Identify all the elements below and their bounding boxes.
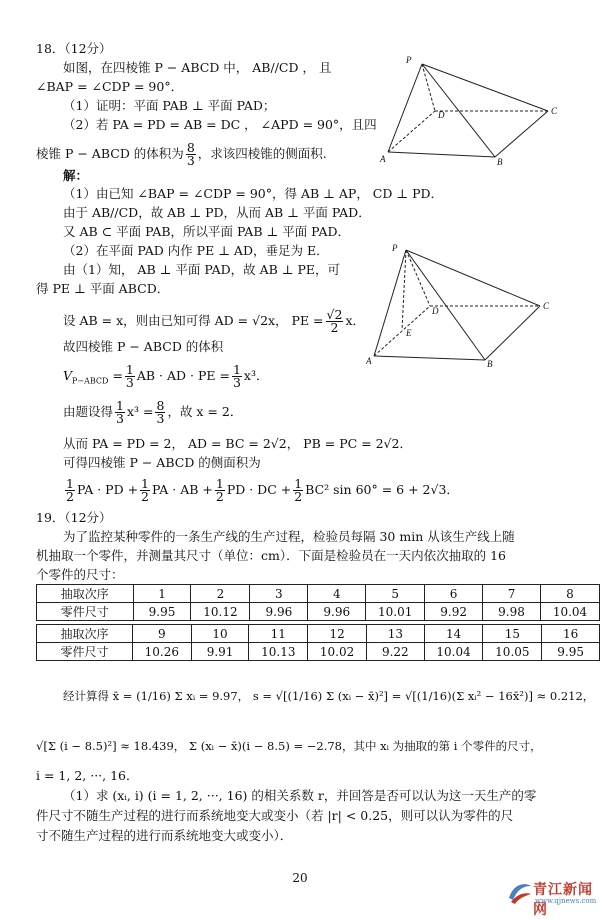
table-cell: 10.13	[249, 643, 308, 661]
pyramid-figure-2	[366, 240, 566, 368]
half-numerator-3: 1	[215, 476, 224, 491]
sol-line-8: 故四棱锥 P − ABCD 的体积	[63, 339, 224, 354]
sol-line-13	[63, 478, 459, 503]
table2-size-header: 零件尺寸	[37, 643, 133, 661]
sol-line-9-mid: AB · AD · PE =	[136, 368, 230, 383]
pe-denominator: 2	[330, 320, 339, 335]
third-numerator: 1	[125, 362, 134, 377]
q18-stem-2: ∠BAP = ∠CDP = 90°．	[36, 79, 184, 94]
table-cell: 10.04	[424, 643, 483, 661]
table-cell: 5	[366, 585, 425, 603]
sol-line-9-eq: =	[108, 368, 123, 383]
table-cell: 12	[308, 625, 367, 643]
half-denominator-4: 2	[294, 489, 303, 504]
q18-volume-denominator: 3	[186, 153, 195, 168]
table-cell: 4	[308, 585, 366, 603]
third-numerator-3: 1	[116, 398, 124, 413]
table-row	[37, 585, 600, 603]
sol-line-9	[63, 364, 268, 390]
fig2-label-e: E	[406, 328, 412, 338]
third-denominator-2: 3	[232, 375, 241, 390]
table-cell: 9.96	[308, 603, 366, 621]
table1-index-header: 抽取次序	[37, 585, 134, 603]
table-cell: 9.98	[483, 603, 541, 621]
table-cell: 9.22	[366, 643, 424, 661]
table-cell: 8	[540, 585, 599, 603]
sol-line-11: 从而 PA = PD = 2， AD = BC = 2√2， PB = PC = 2√2．	[63, 436, 412, 451]
table-cell: 9	[132, 625, 191, 643]
table-cell: 6	[425, 585, 483, 603]
sol-line-5: 由（1）知， AB ⊥ 平面 PAD，故 AB ⊥ PE，可	[63, 262, 341, 277]
fig1-label-b: B	[497, 157, 503, 167]
sol-line-4: （2）在平面 PAD 内作 PE ⊥ AD，垂足为 E．	[63, 243, 329, 258]
table2-index-header: 抽取次序	[37, 625, 133, 643]
sol-line-7-post: x．	[345, 313, 366, 328]
table-cell: 3	[250, 585, 308, 603]
q19-part-1c: 寸不随生产过程的进行而系统地变大或变小）．	[36, 828, 293, 843]
third-denominator-3: 3	[116, 411, 124, 426]
q18-header: 18．（12分）	[36, 41, 112, 56]
third-numerator-2: 1	[232, 362, 241, 377]
half-denominator-2: 2	[141, 489, 149, 504]
table-cell: 10.04	[540, 603, 599, 621]
table-row	[37, 603, 600, 621]
q19-para-2: 机抽取一个零件，并测量其尺寸（单位：cm）．下面是检验员在一天内依次抽取的 16	[36, 548, 506, 563]
logo-swoosh-icon	[505, 878, 533, 906]
table-cell: 9.92	[425, 603, 483, 621]
calc-line-2: √[Σ (i − 8.5)²] ≈ 18.439， Σ (xᵢ − x̄)(i − 8.5) = −2.78，其中 xᵢ 为抽取的第 i 个零件的尺寸，	[36, 739, 542, 753]
fig2-label-b: B	[487, 359, 493, 368]
table-cell: 9.95	[133, 603, 191, 621]
table-cell: 9.96	[250, 603, 308, 621]
volume-subscript: P−ABCD	[72, 376, 109, 386]
q18-stem-1: 如图，在四棱锥 P − ABCD 中， AB//CD ， 且	[63, 60, 332, 75]
logo-text: 青江新闻网	[533, 882, 593, 918]
q18-part-2b	[36, 142, 327, 167]
table-cell: 10.05	[483, 643, 542, 661]
table-cell: 10.26	[132, 643, 191, 661]
table-cell: 9.95	[542, 643, 600, 661]
q18-part-2: （2）若 PA = PD = AB = DC ， ∠APD = 90°，且四	[63, 117, 377, 132]
sol-line-7	[63, 309, 365, 334]
table-cell: 10	[191, 625, 249, 643]
fig1-label-a: A	[380, 154, 386, 164]
table-cell: 1	[133, 585, 191, 603]
area-term-1: PA · PD +	[76, 482, 139, 497]
sol-line-1: （1）由已知 ∠BAP = ∠CDP = 90°，得 AB ⊥ AP， CD ⊥ PD．	[63, 186, 444, 201]
q19-header: 19．（12分）	[36, 510, 112, 525]
size-table-2	[36, 624, 600, 661]
half-numerator-1: 1	[66, 476, 74, 491]
table-cell: 7	[483, 585, 541, 603]
sol-line-2: 由于 AB//CD，故 AB ⊥ PD，从而 AB ⊥ 平面 PAD．	[63, 205, 371, 220]
sol-line-12: 可得四棱锥 P − ABCD 的侧面积为	[63, 455, 261, 470]
q19-para-3: 个零件的尺寸：	[36, 567, 124, 582]
half-numerator-4: 1	[294, 476, 303, 491]
fig2-label-d: D	[432, 306, 439, 316]
volume-symbol: V	[63, 368, 73, 383]
fig1-label-p: P	[406, 55, 412, 65]
fig2-label-a: A	[366, 356, 372, 366]
q19-part-1b: 件尺寸不随生产过程的进行而系统地变大或变小（若 |r| < 0.25，则可以认为零件的尺	[36, 808, 514, 823]
calc-line-3: i = 1, 2, ···, 16．	[36, 768, 139, 783]
sol-line-3: 又 AB ⊂ 平面 PAB，所以平面 PAB ⊥ 平面 PAD．	[63, 224, 350, 239]
half-numerator-2: 1	[141, 476, 149, 491]
half-denominator-3: 2	[215, 489, 224, 504]
sol-line-6: 得 PE ⊥ 平面 ABCD．	[36, 281, 170, 296]
eight-thirds-numerator: 8	[156, 398, 165, 413]
eight-thirds-denominator: 3	[156, 411, 165, 426]
table-cell: 16	[542, 625, 600, 643]
third-denominator: 3	[125, 375, 134, 390]
area-term-3: PD · DC +	[226, 482, 292, 497]
table-cell: 15	[483, 625, 542, 643]
fig1-label-d: D	[438, 110, 445, 120]
q18-volume-numerator: 8	[186, 140, 195, 155]
table-cell: 2	[191, 585, 250, 603]
table-cell: 10.01	[366, 603, 425, 621]
sol-line-9-post: x³．	[243, 368, 269, 383]
sol-line-10-post: ，故 x = 2．	[167, 404, 243, 419]
page-number: 20	[292, 871, 308, 885]
logo-url: www.qjnews.com	[535, 897, 597, 905]
q19-part-1a: （1）求 (xᵢ, i) (i = 1, 2, ···, 16) 的相关系数 r，并回答是否可以认为这一天生产的零	[63, 788, 537, 803]
sol-line-10-pre: 由题设得	[63, 404, 114, 419]
table-cell: 13	[366, 625, 424, 643]
table-cell: 11	[249, 625, 308, 643]
q18-part-2b-post: ，求该四棱锥的侧面积.	[197, 146, 327, 161]
size-table-1	[36, 584, 600, 621]
area-term-4: BC² sin 60° = 6 + 2√3．	[305, 482, 459, 497]
area-term-2: PA · AB +	[152, 482, 213, 497]
table-row	[37, 625, 600, 643]
fig2-label-c: C	[543, 301, 550, 311]
table-cell: 10.02	[308, 643, 367, 661]
table-cell: 9.91	[191, 643, 249, 661]
sol-line-10-mid: x³ =	[126, 404, 154, 419]
table-cell: 14	[424, 625, 483, 643]
fig1-label-c: C	[551, 106, 558, 116]
table1-size-header: 零件尺寸	[37, 603, 134, 621]
table-row	[37, 643, 600, 661]
table-cell: 10.12	[191, 603, 250, 621]
pyramid-figure-1	[378, 52, 578, 170]
site-logo	[505, 878, 597, 918]
q19-para-1: 为了监控某种零件的一条生产线的生产过程，检验员每隔 30 min 从该生产线上随	[63, 529, 515, 544]
q18-part-1: （1）证明：平面 PAB ⊥ 平面 PAD；	[63, 98, 276, 113]
sol-line-10	[63, 400, 242, 425]
solution-title: 解：	[63, 168, 89, 183]
half-denominator-1: 2	[66, 489, 74, 504]
fig2-label-p: P	[392, 243, 398, 253]
pe-numerator: √2	[326, 307, 343, 322]
q18-part-2b-pre: 棱锥 P − ABCD 的体积为	[36, 146, 184, 161]
sol-line-7-pre: 设 AB = x，则由已知可得 AD = √2x， PE =	[63, 313, 324, 328]
calc-line-1: 经计算得 x̄ = (1/16) Σ xᵢ = 9.97， s = √[(1/16) Σ (xᵢ − x̄)²] = √[(1/16)(Σ xᵢ² − 16x̄²)] ≈ 0.212，	[63, 689, 595, 703]
